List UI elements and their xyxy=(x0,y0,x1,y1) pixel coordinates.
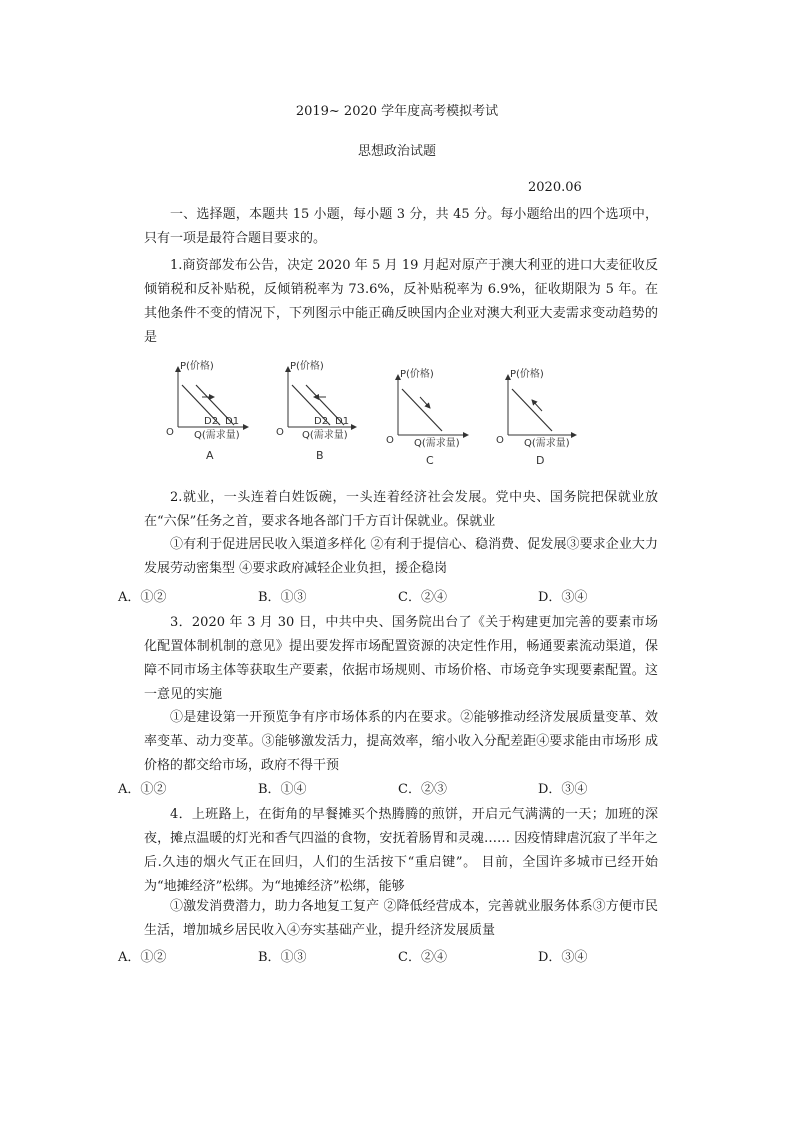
graph-b-curve-2-label: D1 xyxy=(335,416,350,427)
graph-d-origin: O xyxy=(496,435,504,446)
graph-a xyxy=(166,359,248,462)
graph-a-curve-1-label: D2 xyxy=(204,416,219,427)
q2-option-c[interactable]: C．②④ xyxy=(398,590,447,605)
q2-option-a[interactable]: A．①② xyxy=(118,590,167,605)
demand-graphs-svg xyxy=(150,345,650,475)
graph-c-curve xyxy=(402,389,442,431)
question-3-statements: ①是建设第一开预览争有序市场体系的内在要求。②能够推动经济发展质量变革、效率变革、动力变革。③能够激发活力，提高效率，缩小收入分配差距④要求能由市场形 成价格的都交给市场，政府不得干预 xyxy=(144,710,658,773)
graph-b-curve-1-label: D2 xyxy=(314,416,329,427)
graph-a-origin: O xyxy=(166,427,174,438)
question-2-statements: ①有利于促进居民收入渠道多样化 ②有利于提信心、稳消费、促发展③要求企业大力发展劳动密集型 ④要求政府减轻企业负担，援企稳岗 xyxy=(144,537,658,576)
exam-subject: 思想政治试题 xyxy=(357,144,436,159)
graph-b-origin: O xyxy=(276,427,284,438)
graph-d-curve xyxy=(512,389,552,431)
graph-c-p-label: P(价格) xyxy=(400,369,434,380)
graph-c-move-arrow xyxy=(420,397,430,408)
question-3-options xyxy=(118,778,678,800)
question-1-stem: 1.商资部发布公告，决定 2020 年 5 月 19 月起对原产于澳大利亚的进口大麦征收反倾销税和反补贴税，反倾销税率为 73.6%，反补贴税率为 6.9%，征收期限为 5 年。在其他条件不变的情况下，下列图示中能正确反映国内企业对澳大利亚大麦需求变动趋势的是 xyxy=(144,258,658,345)
graph-d-q-label: Q(需求量) xyxy=(524,438,570,449)
q3-option-c[interactable]: C．②③ xyxy=(398,782,447,797)
exam-date: 2020.06 xyxy=(528,180,582,195)
q3-option-d[interactable]: D．③④ xyxy=(538,782,588,797)
question-4-statements: ①激发消费潜力，助力各地复工复产 ②降低经营成本，完善就业服务体系③方便市民生活，增加城乡居民收入④夯实基础产业，提升经济发展质量 xyxy=(144,899,658,938)
q4-option-d[interactable]: D．③④ xyxy=(538,950,588,965)
graph-a-curve-2-label: D1 xyxy=(225,416,240,427)
q4-option-c[interactable]: C．②④ xyxy=(398,950,447,965)
question-4-options xyxy=(118,946,678,968)
graph-d xyxy=(496,367,576,467)
graph-b-letter: B xyxy=(316,449,324,462)
graph-d-letter: D xyxy=(536,454,545,467)
q4-option-a[interactable]: A．①② xyxy=(118,950,167,965)
graph-b-q-label: Q(需求量) xyxy=(302,430,348,441)
graph-d-move-arrow xyxy=(532,400,542,411)
demand-graphs xyxy=(150,345,650,475)
question-3-stem: 3．2020 年 3 月 30 日，中共中央、国务院出台了《关于构建更加完善的要素市场化配置体制机制的意见》提出要发挥市场配置资源的决定性作用，畅通要素流动渠道，保障不同市场主体等获取生产要素，依据市场规则、市场价格、市场竞争实现要素配置。这一意见的实施 xyxy=(144,615,658,702)
graph-d-p-label: P(价格) xyxy=(510,369,544,380)
exam-title: 2019~ 2020 学年度高考模拟考试 xyxy=(295,104,499,119)
q4-option-b[interactable]: B．①③ xyxy=(258,950,307,965)
graph-c xyxy=(386,367,468,467)
graph-a-p-label: P(价格) xyxy=(180,361,214,372)
graph-c-q-label: Q(需求量) xyxy=(414,438,460,449)
graph-a-q-label: Q(需求量) xyxy=(194,430,240,441)
q3-option-a[interactable]: A．①② xyxy=(118,782,167,797)
graph-c-letter: C xyxy=(426,454,434,467)
graph-b-p-label: P(价格) xyxy=(290,361,324,372)
q3-option-b[interactable]: B．①④ xyxy=(258,782,307,797)
q2-option-d[interactable]: D．③④ xyxy=(538,590,588,605)
graph-b xyxy=(276,359,356,462)
question-4-stem: 4．上班路上，在街角的早餐摊买个热腾腾的煎饼，开启元气满满的一天；加班的深夜，摊点温暖的灯光和香气四溢的食物，安抚着肠胃和灵魂…… 因疫情肆虐沉寂了半年之后.久违的烟火气正在回归，人们的生活按下“重启键”。 目前，全国许多城市已经开始为“地摊经济”松绑。为“地摊经济”松绑，能够 xyxy=(144,807,658,894)
question-2-options xyxy=(118,586,678,608)
question-2-stem: 2.就业，一头连着白姓饭碗，一头连着经济社会发展。党中央、国务院把保就业放在“六保”任务之首，要求各地各部门千方百计保就业。保就业 xyxy=(144,490,658,529)
section-intro: 一、选择题，本题共 15 小题，每小题 3 分，共 45 分。每小题给出的四个选项中，只有一项是最符合题目要求的。 xyxy=(144,207,658,246)
q2-option-b[interactable]: B．①③ xyxy=(258,590,307,605)
graph-a-letter: A xyxy=(206,449,214,462)
graph-c-origin: O xyxy=(386,435,394,446)
